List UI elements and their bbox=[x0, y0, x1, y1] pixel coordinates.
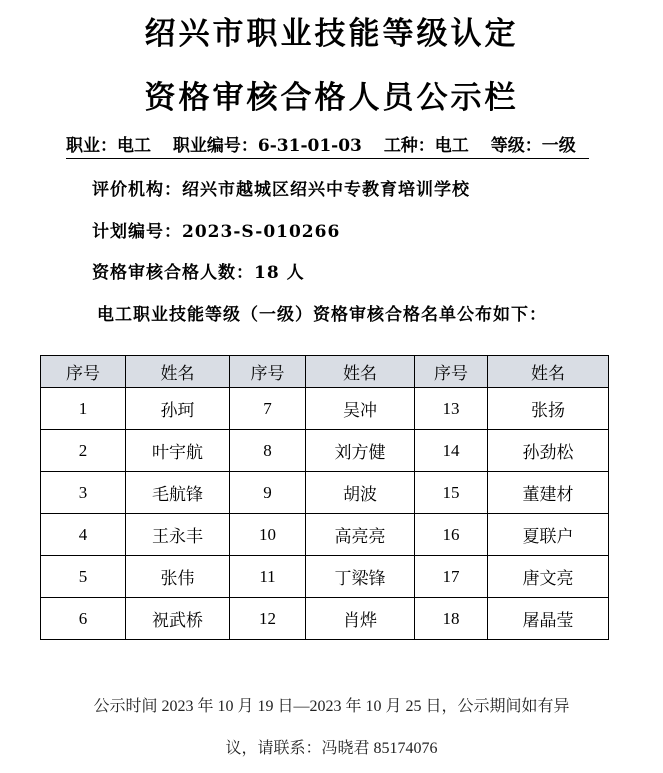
header-name: 姓名 bbox=[306, 356, 415, 388]
serial-number: 7 bbox=[230, 388, 306, 430]
serial-number: 17 bbox=[415, 556, 488, 598]
header-name: 姓名 bbox=[126, 356, 230, 388]
header-index: 序号 bbox=[415, 356, 488, 388]
person-name: 肖烨 bbox=[306, 598, 415, 640]
serial-number: 11 bbox=[230, 556, 306, 598]
person-name: 叶宇航 bbox=[126, 430, 230, 472]
serial-number: 6 bbox=[41, 598, 126, 640]
person-name: 毛航锋 bbox=[126, 472, 230, 514]
table-row bbox=[41, 388, 609, 430]
table-header-row bbox=[41, 356, 609, 388]
evaluation-org: 评价机构：绍兴市越城区绍兴中专教育培训学校 bbox=[92, 180, 470, 200]
person-name: 张扬 bbox=[488, 388, 609, 430]
person-name: 祝武桥 bbox=[126, 598, 230, 640]
person-name: 夏联户 bbox=[488, 514, 609, 556]
person-name: 唐文亮 bbox=[488, 556, 609, 598]
table-row bbox=[41, 514, 609, 556]
qualified-count: 资格审核合格人数：18 人 bbox=[92, 263, 305, 283]
serial-number: 5 bbox=[41, 556, 126, 598]
person-name: 孙劲松 bbox=[488, 430, 609, 472]
header-name: 姓名 bbox=[488, 356, 609, 388]
work-type: 工种：电工 bbox=[383, 136, 469, 156]
serial-number: 14 bbox=[415, 430, 488, 472]
person-name: 高亮亮 bbox=[306, 514, 415, 556]
occupation-subheader bbox=[66, 131, 589, 159]
serial-number: 1 bbox=[41, 388, 126, 430]
footer-notice-line1: 公示时间 2023 年 10 月 19 日—2023 年 10 月 25 日，公示期间如有异 bbox=[93, 698, 570, 715]
person-name: 吴冲 bbox=[306, 388, 415, 430]
occupation: 职业：电工 bbox=[66, 136, 151, 156]
serial-number: 10 bbox=[230, 514, 306, 556]
occupation-code: 职业编号：6-31-01-03 bbox=[172, 136, 362, 156]
person-name: 刘方健 bbox=[306, 430, 415, 472]
serial-number: 12 bbox=[230, 598, 306, 640]
serial-number: 4 bbox=[41, 514, 126, 556]
serial-number: 13 bbox=[415, 388, 488, 430]
serial-number: 8 bbox=[230, 430, 306, 472]
serial-number: 2 bbox=[41, 430, 126, 472]
serial-number: 3 bbox=[41, 472, 126, 514]
serial-number: 9 bbox=[230, 472, 306, 514]
level: 等级：一级 bbox=[490, 136, 576, 156]
person-name: 王永丰 bbox=[126, 514, 230, 556]
plan-number: 计划编号：2023-S-010266 bbox=[92, 222, 341, 242]
table-row bbox=[41, 598, 609, 640]
person-name: 孙珂 bbox=[126, 388, 230, 430]
page-title-line1: 绍兴市职业技能等级认定 bbox=[144, 16, 519, 52]
person-name: 丁梁锋 bbox=[306, 556, 415, 598]
person-name: 屠晶莹 bbox=[488, 598, 609, 640]
list-intro: 电工职业技能等级（一级）资格审核合格名单公布如下： bbox=[97, 305, 547, 325]
table-row bbox=[41, 556, 609, 598]
header-index: 序号 bbox=[41, 356, 126, 388]
serial-number: 16 bbox=[415, 514, 488, 556]
qualified-list-table bbox=[40, 355, 609, 640]
person-name: 张伟 bbox=[126, 556, 230, 598]
footer-notice-line2: 议，请联系：冯晓君 85174076 bbox=[225, 740, 438, 757]
serial-number: 18 bbox=[415, 598, 488, 640]
person-name: 胡波 bbox=[306, 472, 415, 514]
page-title-line2: 资格审核合格人员公示栏 bbox=[144, 80, 519, 116]
serial-number: 15 bbox=[415, 472, 488, 514]
person-name: 董建材 bbox=[488, 472, 609, 514]
table-row bbox=[41, 472, 609, 514]
header-index: 序号 bbox=[230, 356, 306, 388]
table-row bbox=[41, 430, 609, 472]
